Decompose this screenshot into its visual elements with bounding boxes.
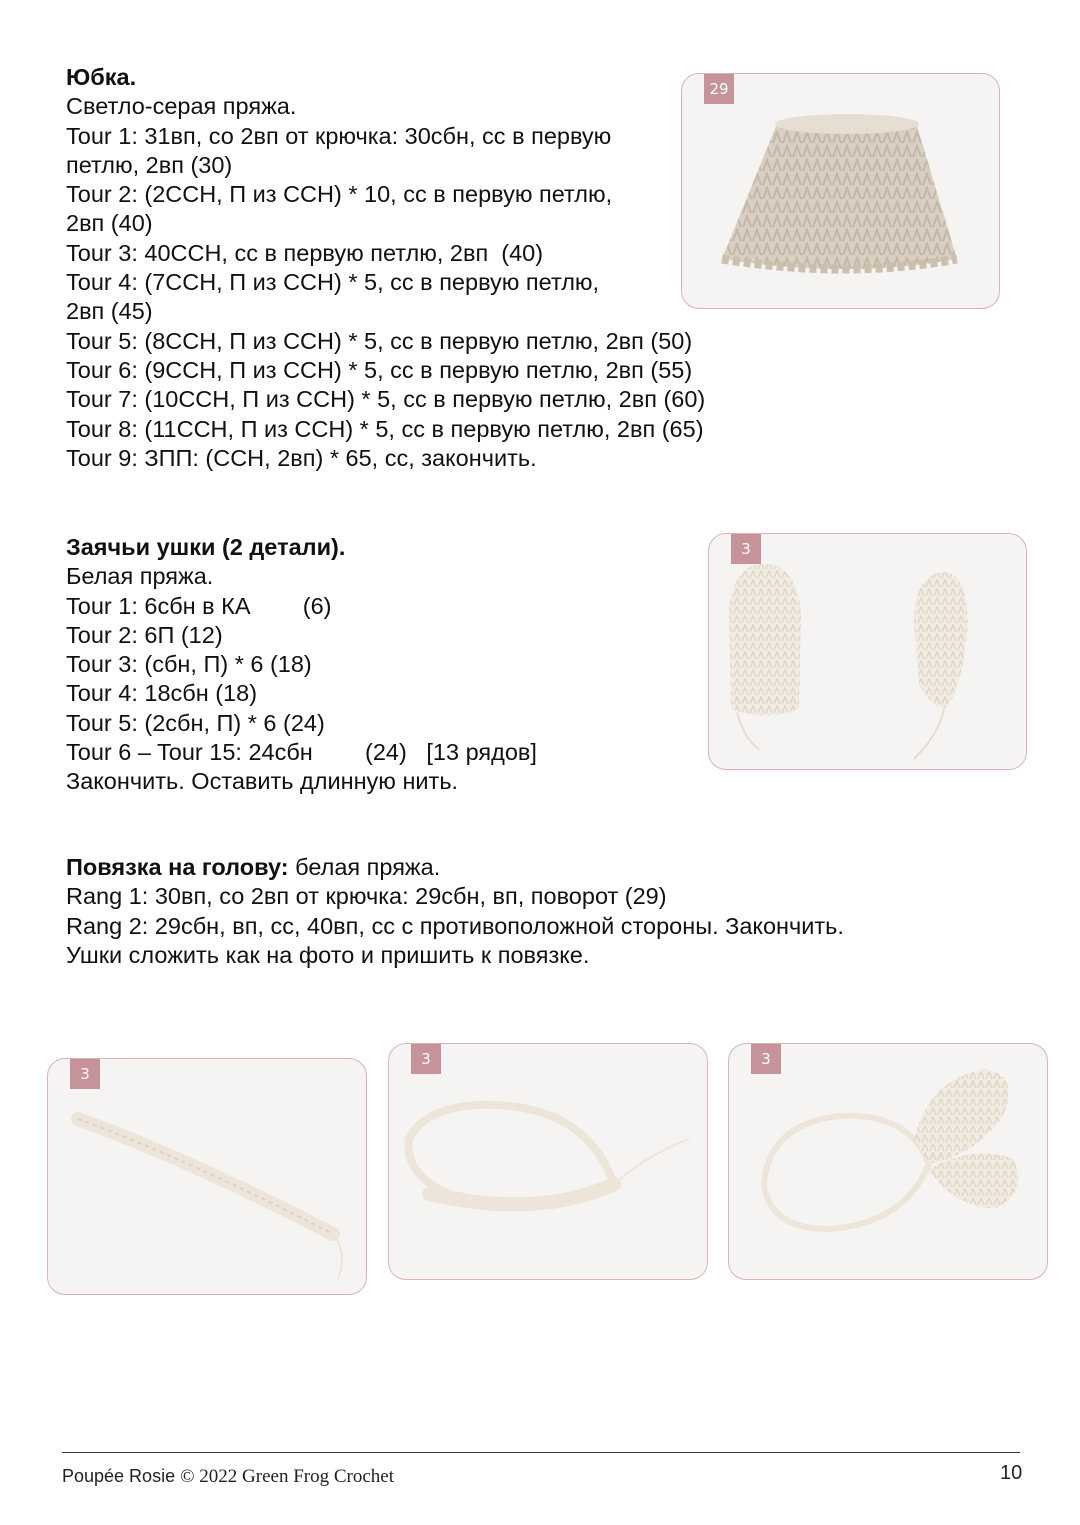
skirt-line: Tour 2: (2ССН, П из ССН) * 10, сс в первую петлю,: [66, 181, 613, 208]
crochet-ears-illustration: [709, 534, 1026, 769]
photo-badge: 3: [411, 1044, 441, 1074]
footer-divider: [62, 1452, 1020, 1453]
ears-line: Закончить. Оставить длинную нить.: [66, 768, 459, 795]
headband-line: Ушки сложить как на фото и пришить к повязке.: [66, 941, 590, 968]
skirt-line: Tour 3: 40ССН, сс в первую петлю, 2вп (40): [66, 239, 544, 266]
ears-line: Tour 1: 6сбн в КА (6): [66, 592, 332, 619]
skirt-photo: [681, 73, 1000, 309]
skirt-line: Tour 7: (10ССН, П из ССН) * 5, сс в первую петлю, 2вп (60): [66, 386, 706, 413]
photo-badge: 3: [70, 1059, 100, 1089]
headband-ring-photo: [388, 1043, 708, 1280]
headband-strip-photo: [47, 1058, 367, 1295]
photo-badge: 3: [751, 1044, 781, 1074]
ears-line: Белая пряжа.: [66, 563, 214, 590]
ears-line: Tour 2: 6П (12): [66, 621, 223, 648]
footer-brand: © 2022 Green Frog Crochet: [180, 1466, 394, 1487]
skirt-line: Светло-серая пряжа.: [66, 93, 297, 120]
ears-line: Tour 4: 18сбн (18): [66, 680, 258, 707]
ears-photo: [708, 533, 1027, 770]
skirt-line: Tour 5: (8ССН, П из ССН) * 5, сс в первую петлю, 2вп (50): [66, 327, 693, 354]
ears-line: Tour 5: (2сбн, П) * 6 (24): [66, 709, 325, 736]
headband-line: Rang 2: 29сбн, вп, сс, 40вп, сс с противоположной стороны. Закончить.: [66, 912, 844, 939]
crochet-skirt-illustration: [682, 74, 999, 308]
skirt-line: Tour 8: (11ССН, П из ССН) * 5, сс в первую петлю, 2вп (65): [66, 415, 704, 442]
footer-title: Poupée Rosie: [62, 1466, 176, 1486]
crochet-headband-illustration: [729, 1044, 1047, 1279]
skirt-line: Tour 4: (7ССН, П из ССН) * 5, сс в первую петлю,: [66, 269, 600, 296]
skirt-line: Tour 6: (9ССН, П из ССН) * 5, сс в первую петлю, 2вп (55): [66, 356, 693, 383]
skirt-line: Tour 1: 31вп, со 2вп от крючка: 30сбн, сс в первую: [66, 122, 612, 149]
headband-section: [66, 853, 844, 970]
ears-line: Tour 6 – Tour 15: 24сбн (24) [13 рядов]: [66, 739, 537, 766]
ears-line: Tour 3: (сбн, П) * 6 (18): [66, 651, 312, 678]
skirt-line: петлю, 2вп (30): [66, 151, 233, 178]
headband-with-ears-photo: [728, 1043, 1048, 1280]
crochet-strip-illustration: [48, 1059, 366, 1294]
headband-title-rest: белая пряжа.: [288, 854, 441, 880]
headband-title: Повязка на голову:: [66, 854, 289, 880]
skirt-line: 2вп (45): [66, 298, 153, 325]
ears-section: [66, 533, 537, 797]
crochet-ring-illustration: [389, 1044, 707, 1279]
ears-title: Заячьи ушки (2 детали).: [66, 534, 346, 560]
footer-credit: [62, 1466, 394, 1488]
skirt-title: Юбка.: [66, 64, 137, 90]
headband-line: Rang 1: 30вп, со 2вп от крючка: 29сбн, вп, поворот (29): [66, 883, 667, 910]
skirt-section: [66, 63, 705, 473]
skirt-line: 2вп (40): [66, 210, 153, 237]
photo-badge: 29: [704, 74, 734, 104]
photo-badge: 3: [731, 534, 761, 564]
skirt-line: Tour 9: ЗПП: (ССН, 2вп) * 65, сс, закончить.: [66, 444, 537, 471]
page-number: 10: [1000, 1462, 1023, 1484]
